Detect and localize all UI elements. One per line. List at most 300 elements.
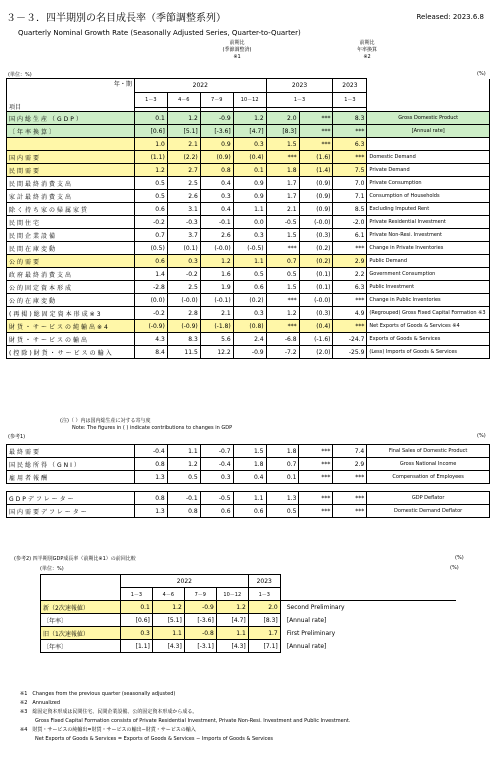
row-value: (0.4) (233, 151, 266, 164)
table-row (7, 320, 490, 333)
row-value: 8.5 (333, 203, 367, 216)
ref2-quarter: 1－3 (248, 588, 280, 601)
footnote: ※3 総固定資本形成は民間住宅、民間企業設備、公的固定資本形成から成る。 (20, 709, 198, 715)
row-value: 0.3 (233, 138, 266, 151)
row-value: 1.2 (200, 255, 233, 268)
row-value: -7.2 (266, 346, 299, 359)
row-value: 0.3 (233, 307, 266, 320)
ref2-quarter: 10－12 (216, 588, 248, 601)
row-label-en: Change in Private Inventories (367, 242, 490, 255)
row-label: 〔年率〕 (41, 614, 121, 627)
reference2-table (40, 574, 456, 653)
row-value: 0.5 (167, 471, 200, 484)
row-value: *** (299, 505, 333, 518)
row-value: *** (299, 138, 333, 151)
row-value: *** (333, 125, 367, 138)
row-value: [4.3] (216, 640, 248, 653)
row-label-en: Exports of Goods & Services (367, 333, 490, 346)
row-value: 0.1 (120, 601, 152, 614)
table-row (7, 458, 490, 471)
row-label: (控除)財貨・サービスの輸入 (7, 346, 135, 359)
ref2-quarter: 7－9 (184, 588, 216, 601)
table-row (7, 216, 490, 229)
table-row (7, 307, 490, 320)
row-label: 公的固定資本形成 (7, 281, 135, 294)
table-row (41, 640, 457, 653)
row-label: 財貨・サービスの輸出 (7, 333, 135, 346)
row-value: 7.4 (333, 445, 367, 458)
row-label-en: First Preliminary (286, 629, 336, 637)
row-value: -0.2 (134, 216, 167, 229)
row-value: 4.9 (333, 307, 367, 320)
row-value: (0.0) (134, 294, 167, 307)
row-value: 8.4 (134, 346, 167, 359)
row-value: *** (333, 505, 367, 518)
row-value: 0.5 (233, 268, 266, 281)
row-value: *** (333, 151, 367, 164)
note-jp: (注)（ ）内は国内総生産に対する寄与度 (60, 418, 151, 424)
row-value: *** (299, 492, 333, 505)
row-value: (-0.0) (167, 294, 200, 307)
row-value: [4.7] (216, 614, 248, 627)
row-value: (0.9) (299, 190, 333, 203)
row-label-en: Domestic Demand Deflator (367, 505, 490, 518)
ref2-unit-left: (単位：%) (40, 566, 64, 572)
row-value: 6.1 (333, 229, 367, 242)
row-value: 3.1 (167, 203, 200, 216)
row-value: 1.1 (233, 492, 266, 505)
row-label: GDPデフレーター (7, 492, 135, 505)
table-row (7, 164, 490, 177)
row-value: *** (333, 471, 367, 484)
ref2-quarter: 1－3 (120, 588, 152, 601)
row-value: 1.9 (200, 281, 233, 294)
reference1-table (6, 444, 490, 518)
row-value: 2.5 (167, 281, 200, 294)
table-row (7, 255, 490, 268)
row-value: 2.0 (248, 601, 280, 614)
row-value: (-0.0) (299, 294, 333, 307)
row-value: (1.4) (299, 164, 333, 177)
row-label-en: [Annual rate] (367, 125, 490, 138)
row-value: 2.2 (333, 268, 367, 281)
row-label: 除く持ち家の帰属家賃 (7, 203, 135, 216)
row-value: 0.6 (200, 505, 233, 518)
row-value: (1.1) (134, 151, 167, 164)
row-value: 1.2 (134, 164, 167, 177)
column-note-annualized: 前期比 年率換算 ※2 (356, 40, 377, 60)
row-value: 5.6 (200, 333, 233, 346)
row-value: 1.8 (233, 458, 266, 471)
row-value: 2.6 (200, 229, 233, 242)
row-value: (-0.0) (200, 242, 233, 255)
row-value: 0.4 (200, 203, 233, 216)
row-value: (0.8) (233, 320, 266, 333)
row-value: -0.9 (184, 601, 216, 614)
page-title: ３－３．四半期別の名目成長率（季節調整系列） (6, 13, 226, 24)
row-label-en: Excluding Imputed Rent (367, 203, 490, 216)
row-label: 民間住宅 (7, 216, 135, 229)
year-2022: 2022 (134, 79, 266, 93)
row-value: 2.1 (200, 307, 233, 320)
row-value: -2.8 (134, 281, 167, 294)
ref2-year-2023: 2023 (248, 575, 280, 588)
row-value: 1.4 (134, 268, 167, 281)
row-value: [8.3] (266, 125, 299, 138)
row-value: 2.6 (167, 190, 200, 203)
table-row (7, 346, 490, 359)
row-value: 0.8 (167, 505, 200, 518)
row-value: (1.6) (299, 151, 333, 164)
row-value: (2.0) (299, 346, 333, 359)
row-value: (-0.0) (299, 216, 333, 229)
table-row (7, 505, 490, 518)
row-label-en: Gross Domestic Product (367, 112, 490, 125)
table-row (7, 294, 490, 307)
row-value: 1.2 (233, 112, 266, 125)
row-value: (0.1) (167, 242, 200, 255)
row-value: 0.3 (200, 190, 233, 203)
table-row (7, 471, 490, 484)
row-label-en: Private Residential Investment (367, 216, 490, 229)
row-value: -2.0 (333, 216, 367, 229)
row-label-en: Public Investment (367, 281, 490, 294)
row-value: 12.2 (200, 346, 233, 359)
row-value: (0.2) (233, 294, 266, 307)
row-label-en: Compensation of Employees (367, 471, 490, 484)
row-value: 0.7 (266, 255, 299, 268)
ref2-quarter: 4－6 (152, 588, 184, 601)
row-value: 0.1 (134, 112, 167, 125)
row-value: 1.0 (134, 138, 167, 151)
row-value: (0.3) (299, 307, 333, 320)
row-value: (0.9) (299, 177, 333, 190)
ref2-unit-right: (%) (455, 555, 464, 561)
row-value: -0.4 (200, 458, 233, 471)
row-label: 国内総生産（GDP） (7, 112, 135, 125)
row-value: 0.4 (200, 177, 233, 190)
row-value: 0.4 (233, 471, 266, 484)
row-value: *** (266, 320, 299, 333)
row-value: [-3.6] (184, 614, 216, 627)
row-label-en: Private Consumption (367, 177, 490, 190)
row-label-en: [Annual rate] (286, 616, 327, 624)
row-value: 2.7 (167, 164, 200, 177)
row-value: [4.7] (233, 125, 266, 138)
table-row (41, 601, 457, 614)
row-value: [0.6] (134, 125, 167, 138)
column-note-qoq: 前期比 (季節調整済) ※1 (222, 40, 252, 60)
year-2023: 2023 (266, 79, 333, 93)
row-label: 国内需要 (7, 151, 135, 164)
row-label-en: Gross National Income (367, 458, 490, 471)
row-value: [0.6] (120, 614, 152, 627)
table-row (41, 627, 457, 640)
row-label-en: Net Exports of Goods & Services ※4 (367, 320, 490, 333)
row-value: 8.3 (333, 112, 367, 125)
row-value: -0.5 (200, 492, 233, 505)
row-label-en: [Annual rate] (286, 642, 327, 650)
row-value: 0.6 (134, 255, 167, 268)
row-value: 1.1 (167, 445, 200, 458)
row-value: 1.1 (152, 627, 184, 640)
ref2-title: (参考2) 四半期別GDP成長率（前期比※1）の前回比較 (14, 556, 136, 562)
row-label-en: Domestic Demand (367, 151, 490, 164)
row-value: *** (299, 445, 333, 458)
row-value: 1.7 (266, 190, 299, 203)
row-value: -0.9 (200, 112, 233, 125)
release-date: Released: 2023.6.8 (416, 13, 484, 21)
row-value: (0.4) (299, 320, 333, 333)
row-label-en: Consumption of Households (367, 190, 490, 203)
row-label: 民間在庫変動 (7, 242, 135, 255)
row-value: 1.5 (266, 281, 299, 294)
row-value: 2.8 (167, 307, 200, 320)
row-value: 2.5 (167, 177, 200, 190)
row-value: (-0.5) (233, 242, 266, 255)
row-label-en: Private Non-Resi. Investment (367, 229, 490, 242)
row-label-en: Private Demand (367, 164, 490, 177)
row-value: 0.5 (266, 268, 299, 281)
growth-rate-table (6, 78, 490, 359)
row-value: -0.7 (200, 445, 233, 458)
row-value: 0.6 (233, 505, 266, 518)
row-value: *** (299, 125, 333, 138)
row-value: [5.1] (167, 125, 200, 138)
year-2023-annual: 2023 (333, 79, 367, 93)
table-row (7, 333, 490, 346)
row-label-en: Public Demand (367, 255, 490, 268)
ref1-label: (参考1) (8, 434, 26, 440)
table-row (7, 177, 490, 190)
row-value: 0.3 (233, 229, 266, 242)
row-value: [-3.1] (184, 640, 216, 653)
table-row (7, 138, 490, 151)
row-value: [7.1] (248, 640, 280, 653)
quarter-header: 7－9 (200, 93, 233, 107)
row-value: (-1.8) (200, 320, 233, 333)
table-row (7, 281, 490, 294)
row-value: 0.5 (134, 190, 167, 203)
row-value: *** (333, 242, 367, 255)
row-value: (-1.6) (299, 333, 333, 346)
row-label: 財貨・サービスの純輸出※4 (7, 320, 135, 333)
table-row (7, 242, 490, 255)
row-value: [4.3] (152, 640, 184, 653)
row-label: 家計最終消費支出 (7, 190, 135, 203)
table-row (41, 614, 457, 627)
row-value: 6.3 (333, 138, 367, 151)
row-value: 1.2 (167, 458, 200, 471)
row-value: *** (333, 492, 367, 505)
row-value: *** (266, 294, 299, 307)
row-value: -0.1 (167, 492, 200, 505)
row-value: 0.8 (134, 492, 167, 505)
row-value: (0.9) (200, 151, 233, 164)
unit-label-right: (%) (477, 71, 486, 77)
row-value: 0.1 (266, 471, 299, 484)
row-value: -24.7 (333, 333, 367, 346)
row-value: 7.5 (333, 164, 367, 177)
quarter-header: 4－6 (167, 93, 200, 107)
row-value: 3.7 (167, 229, 200, 242)
row-label-en: Government Consumption (367, 268, 490, 281)
row-value: *** (333, 294, 367, 307)
row-label: 公的在庫変動 (7, 294, 135, 307)
row-label: (再掲)総固定資本形成※3 (7, 307, 135, 320)
row-value: 1.2 (152, 601, 184, 614)
row-value: *** (299, 458, 333, 471)
row-value: (2.2) (167, 151, 200, 164)
row-label-en: Change in Public Inventories (367, 294, 490, 307)
row-value: -25.9 (333, 346, 367, 359)
row-label: 公的需要 (7, 255, 135, 268)
table-row (7, 125, 490, 138)
row-label: 旧（1次速報値） (41, 627, 121, 640)
ref1-unit: (%) (477, 433, 486, 439)
row-value: *** (266, 242, 299, 255)
row-label-en: (Less) Imports of Goods & Services (367, 346, 490, 359)
row-value: 0.9 (233, 177, 266, 190)
row-label: 雇用者報酬 (7, 471, 135, 484)
table-row (7, 445, 490, 458)
row-value: -0.1 (200, 216, 233, 229)
row-value: 0.6 (134, 203, 167, 216)
row-value: (0.1) (299, 281, 333, 294)
row-value: 2.9 (333, 458, 367, 471)
unit-label: (単位：%) (8, 72, 32, 78)
row-value: 0.5 (266, 505, 299, 518)
row-value: 8.3 (167, 333, 200, 346)
row-value: (0.1) (299, 268, 333, 281)
row-value: 1.7 (266, 177, 299, 190)
row-value: 0.5 (134, 177, 167, 190)
row-label: 〔年率換算〕 (7, 125, 135, 138)
row-value: 7.0 (333, 177, 367, 190)
note-en: Note: The figures in ( ) indicate contributions to changes in GDP (72, 425, 233, 431)
row-label-en: GDP Deflator (367, 492, 490, 505)
row-value: 2.0 (266, 112, 299, 125)
row-value: (0.2) (299, 242, 333, 255)
table-row (7, 229, 490, 242)
table-row (7, 151, 490, 164)
table-row (7, 112, 490, 125)
row-label-en: Second Preliminary (286, 603, 345, 611)
row-value: -0.3 (167, 216, 200, 229)
row-value: -6.8 (266, 333, 299, 346)
footnotes (20, 690, 350, 744)
row-value: 1.3 (266, 492, 299, 505)
row-value: 0.3 (167, 255, 200, 268)
row-value: 1.2 (216, 601, 248, 614)
row-value: (0.3) (299, 229, 333, 242)
row-value: -0.2 (134, 307, 167, 320)
table-row (7, 268, 490, 281)
row-value: 1.1 (233, 255, 266, 268)
row-value: -0.2 (167, 268, 200, 281)
footnote: ※1 Changes from the previous quarter (seasonally adjusted) (20, 691, 176, 697)
table-row (7, 492, 490, 505)
row-value: 0.6 (233, 281, 266, 294)
quarter-header: 1－3 (266, 93, 333, 107)
row-value: 0.7 (266, 458, 299, 471)
row-value: 1.2 (266, 307, 299, 320)
row-value: 0.3 (120, 627, 152, 640)
row-label-en: (Regrouped) Gross Fixed Capital Formation ※3 (367, 307, 490, 320)
row-label: 民間最終消費支出 (7, 177, 135, 190)
row-label: 国内需要デフレーター (7, 505, 135, 518)
table-row (7, 203, 490, 216)
row-value: (-0.9) (167, 320, 200, 333)
row-value: 1.5 (233, 445, 266, 458)
row-value: 1.3 (134, 471, 167, 484)
row-value: 4.3 (134, 333, 167, 346)
row-value: 0.8 (134, 458, 167, 471)
row-value: 0.7 (134, 229, 167, 242)
footnote: ※4 財貨・サービスの純輸出=財貨・サービスの輸出−財貨・サービスの輸入 (20, 727, 196, 733)
row-value: 1.5 (266, 229, 299, 242)
row-label: 政府最終消費支出 (7, 268, 135, 281)
row-value: [1.1] (120, 640, 152, 653)
row-value: *** (299, 112, 333, 125)
row-value: 2.1 (167, 138, 200, 151)
row-value: [-3.6] (200, 125, 233, 138)
row-value: (-0.1) (200, 294, 233, 307)
row-value: 0.8 (200, 164, 233, 177)
row-value: (-0.9) (134, 320, 167, 333)
quarter-header: 1－3 (333, 93, 367, 107)
row-value: 1.1 (216, 627, 248, 640)
quarter-header: 1－3 (134, 93, 167, 107)
row-value: 0.9 (200, 138, 233, 151)
row-value: 11.5 (167, 346, 200, 359)
row-value: 0.3 (200, 471, 233, 484)
row-value: *** (266, 151, 299, 164)
row-value: (0.9) (299, 203, 333, 216)
row-value: (0.5) (134, 242, 167, 255)
row-value: [8.3] (248, 614, 280, 627)
row-label: 新（2次速報値） (41, 601, 121, 614)
footnote: Gross Fixed Capital Formation consists of Private Residential Investment, Private Non-Resi. Investment and Public Investment. (20, 718, 351, 724)
row-label: 〔年率〕 (41, 640, 121, 653)
ref2-unit-right-2: (%) (450, 565, 459, 571)
row-value: 1.5 (266, 138, 299, 151)
row-value: 7.1 (333, 190, 367, 203)
row-value: 1.7 (248, 627, 280, 640)
row-value: (0.2) (299, 255, 333, 268)
row-value: 1.3 (134, 505, 167, 518)
row-value: -0.9 (233, 346, 266, 359)
row-value: 6.3 (333, 281, 367, 294)
row-value: 2.9 (333, 255, 367, 268)
row-label: 最終需要 (7, 445, 135, 458)
table-row (7, 190, 490, 203)
row-value: [5.1] (152, 614, 184, 627)
quarter-header: 10－12 (233, 93, 266, 107)
row-value: 1.6 (200, 268, 233, 281)
ref2-year-2022: 2022 (120, 575, 248, 588)
row-value: 1.8 (266, 445, 299, 458)
row-label-en: Final Sales of Domestic Product (367, 445, 490, 458)
row-value: 0.9 (233, 190, 266, 203)
row-value: -0.4 (134, 445, 167, 458)
row-value: 0.0 (233, 216, 266, 229)
row-label (7, 138, 135, 151)
row-value: 2.4 (233, 333, 266, 346)
row-value: -0.5 (266, 216, 299, 229)
row-value: 1.1 (233, 203, 266, 216)
row-value: *** (299, 471, 333, 484)
